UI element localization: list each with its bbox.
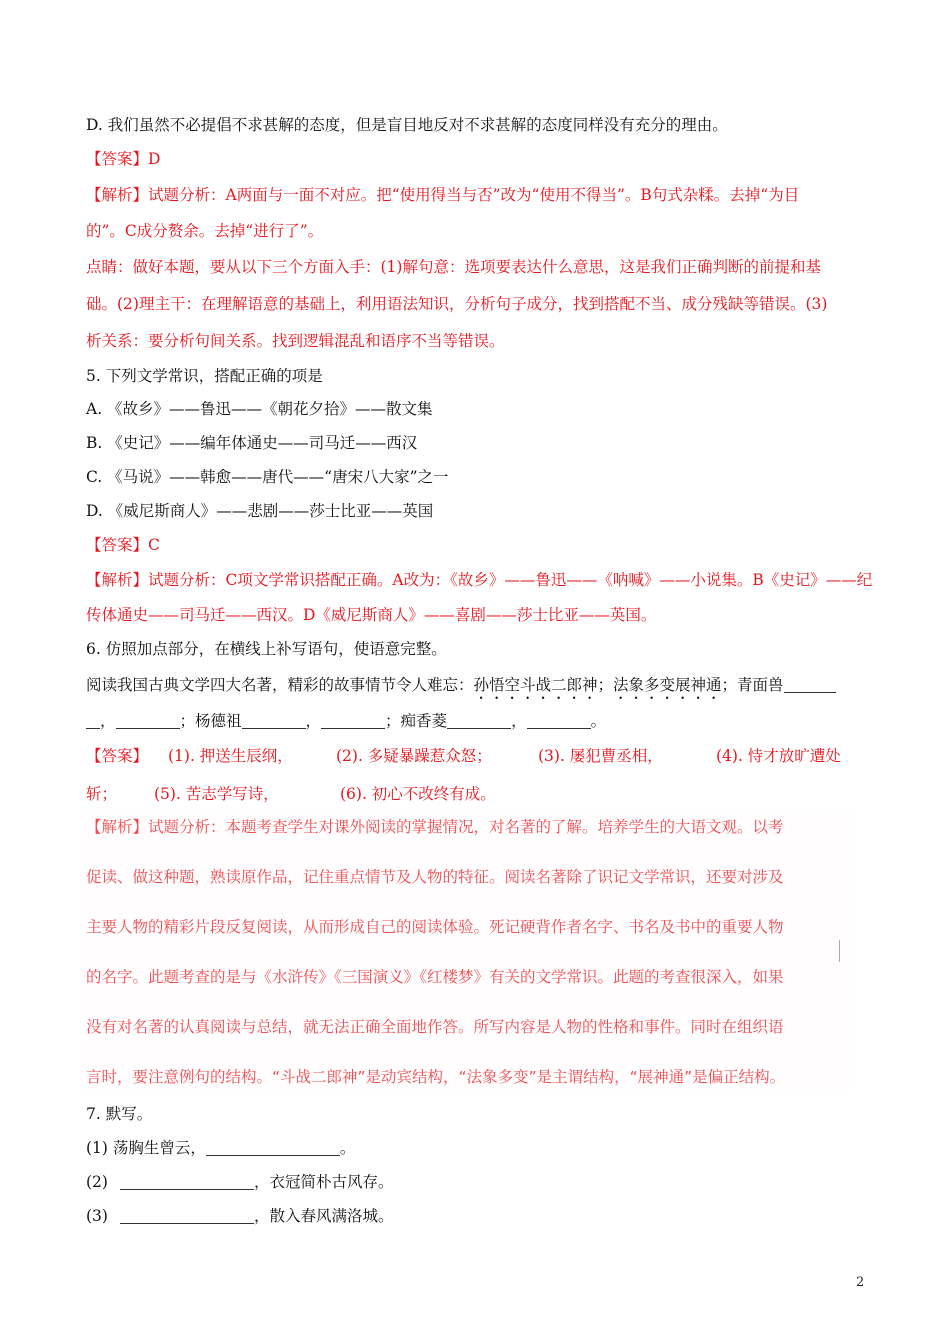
explanation-q4-line1 (86, 184, 876, 206)
q6-text: ；杨德祖 (179, 712, 242, 730)
q6-text: ；痴香菱 (385, 712, 448, 730)
scan-artifact-bar (839, 940, 840, 962)
answer-q4 (86, 148, 876, 170)
explanation-q6-line2: 促读、做这种题，熟读原作品，记住重点情节及人物的特征。阅读名著除了识记文学常识，还要对涉及 (86, 868, 784, 886)
q7-text: (1) 荡胸生曾云， (86, 1139, 206, 1157)
blank-line[interactable] (116, 712, 180, 729)
explanation-q4-line2: 的”。C成分赘余。去掉“进行了”。 (86, 222, 324, 240)
q6-dotted-example: 孙悟空斗战二郎神；法象多变展神通 (473, 676, 722, 694)
blank-line[interactable] (86, 712, 100, 729)
answer-item-4: (4). 恃才放旷遭处 (716, 747, 841, 765)
answer-tag: 【答案】 (86, 536, 149, 554)
answer-item-4-end: 斩； (86, 785, 118, 803)
explanation-q6-line6: 言时，要注意例句的结构。“斗战二郎神”是动宾结构，“法象多变”是主谓结构，“展神通”是偏正结构。 (86, 1068, 786, 1086)
answer-q6-line1 (86, 745, 876, 767)
q7-text: (2) (86, 1173, 108, 1191)
explanation-q6-line3: 主要人物的精彩片段反复阅读，从而形成自己的阅读体验。死记硬背作者名字、书名及书中的重要人物 (86, 918, 784, 936)
answer-item-2: (2). 多疑暴躁惹众怒； (336, 747, 492, 765)
explanation-q6-line5: 没有对名著的认真阅读与总结，就无法正确全面地作答。所写内容是人物的性格和事件。同时在组织语 (86, 1018, 784, 1036)
explanation-tag: 【解析】 (86, 571, 149, 589)
blank-line[interactable] (206, 1139, 340, 1156)
explanation-text: 试题分析：A两面与一面不对应。把“使用得当与否”改为“使用不得当”。B句式杂糅。去掉“为目 (148, 186, 800, 204)
q5-option-a: A. 《故乡》——鲁迅——《朝花夕拾》——散文集 (86, 400, 433, 418)
page-number: 2 (856, 1275, 865, 1290)
answer-item-3: (3). 屡犯曹丞相， (538, 747, 663, 765)
q7-text: (3) (86, 1207, 108, 1225)
q6-prompt-line1 (86, 674, 876, 703)
answer-item-6: (6). 初心不改终有成。 (340, 785, 496, 803)
blank-line[interactable] (447, 712, 511, 729)
explanation-text: 试题分析：C项文学常识搭配正确。A改为：《故乡》——鲁迅——《呐喊》——小说集。B《史记》——纪 (148, 571, 873, 589)
q7-item-3 (86, 1205, 876, 1227)
answer-q5 (86, 534, 876, 556)
q6-text: 。 (590, 712, 607, 730)
q6-text: ；青面兽 (721, 676, 784, 694)
q5-option-c: C. 《马说》——韩愈——唐代——“唐宋八大家”之一 (86, 468, 449, 486)
blank-line[interactable] (120, 1207, 254, 1224)
answer-item-1: (1). 押送生辰纲， (168, 747, 293, 765)
question-7: 7. 默写。 (86, 1105, 153, 1123)
option-text: D. 我们虽然不必提倡不求甚解的态度，但是盲目地反对不求甚解的态度同样没有充分的理由。 (86, 116, 728, 134)
q6-text: ， (100, 712, 116, 730)
explanation-q6-line4: 的名字。此题考查的是与《水浒传》《三国演义》《红楼梦》有关的文学常识。此题的考查很深入，如果 (86, 968, 784, 986)
q7-item-1 (86, 1137, 876, 1159)
q7-text: ，散入春风满洛城。 (253, 1207, 394, 1225)
explanation-q5-line1 (86, 569, 876, 591)
q5-option-d: D. 《威尼斯商人》——悲剧——莎士比亚——英国 (86, 502, 434, 520)
blank-line[interactable] (527, 712, 591, 729)
explanation-q5-line2: 传体通史——司马迁——西汉。D《威尼斯商人》——喜剧——莎士比亚——英国。 (86, 606, 657, 624)
question-6: 6. 仿照加点部分，在横线上补写语句，使语意完整。 (86, 640, 447, 658)
scanned-explanation-block (80, 810, 850, 1090)
answer-q6-line2 (86, 783, 876, 805)
answer-tag: 【答案】 (86, 747, 149, 765)
blank-line[interactable] (321, 712, 385, 729)
q6-text: ， (305, 712, 322, 730)
q6-text: ， (511, 712, 527, 730)
question-5: 5. 下列文学常识，搭配正确的项是 (86, 367, 323, 385)
q5-option-b: B. 《史记》——编年体通史——司马迁——西汉 (86, 434, 418, 452)
explanation-q6-line1: 【解析】试题分析：本题考查学生对课外阅读的掌握情况，对名著的了解。培养学生的大语文观。以考 (86, 818, 784, 836)
blank-line[interactable] (120, 1173, 254, 1190)
answer-item-5: (5). 苦志学写诗， (154, 785, 279, 803)
explanation-tag: 【解析】 (86, 186, 149, 204)
answer-value: D (148, 150, 161, 168)
q7-text: ，衣冠简朴古风存。 (253, 1173, 394, 1191)
q7-text: 。 (339, 1139, 356, 1157)
answer-tag: 【答案】 (86, 150, 149, 168)
tip-line3: 析关系：要分析句间关系。找到逻辑混乱和语序不当等错误。 (86, 332, 505, 350)
q7-item-2 (86, 1171, 876, 1193)
tip-line2: 础。(2)理主干：在理解语意的基础上，利用语法知识，分析句子成分，找到搭配不当、成分残缺等错误。(3) (86, 295, 828, 313)
q6-prompt-line2 (86, 710, 876, 732)
blank-line[interactable] (242, 712, 306, 729)
q6-intro: 阅读我国古典文学四大名著，精彩的故事情节令人难忘： (86, 676, 474, 694)
answer-value: C (148, 536, 160, 554)
blank-line[interactable] (784, 676, 836, 693)
option-d-q4 (86, 114, 876, 136)
tip-line1: 点睛：做好本题，要从以下三个方面入手：(1)解句意：选项要表达什么意思，这是我们正确判断的前提和基 (86, 258, 821, 276)
